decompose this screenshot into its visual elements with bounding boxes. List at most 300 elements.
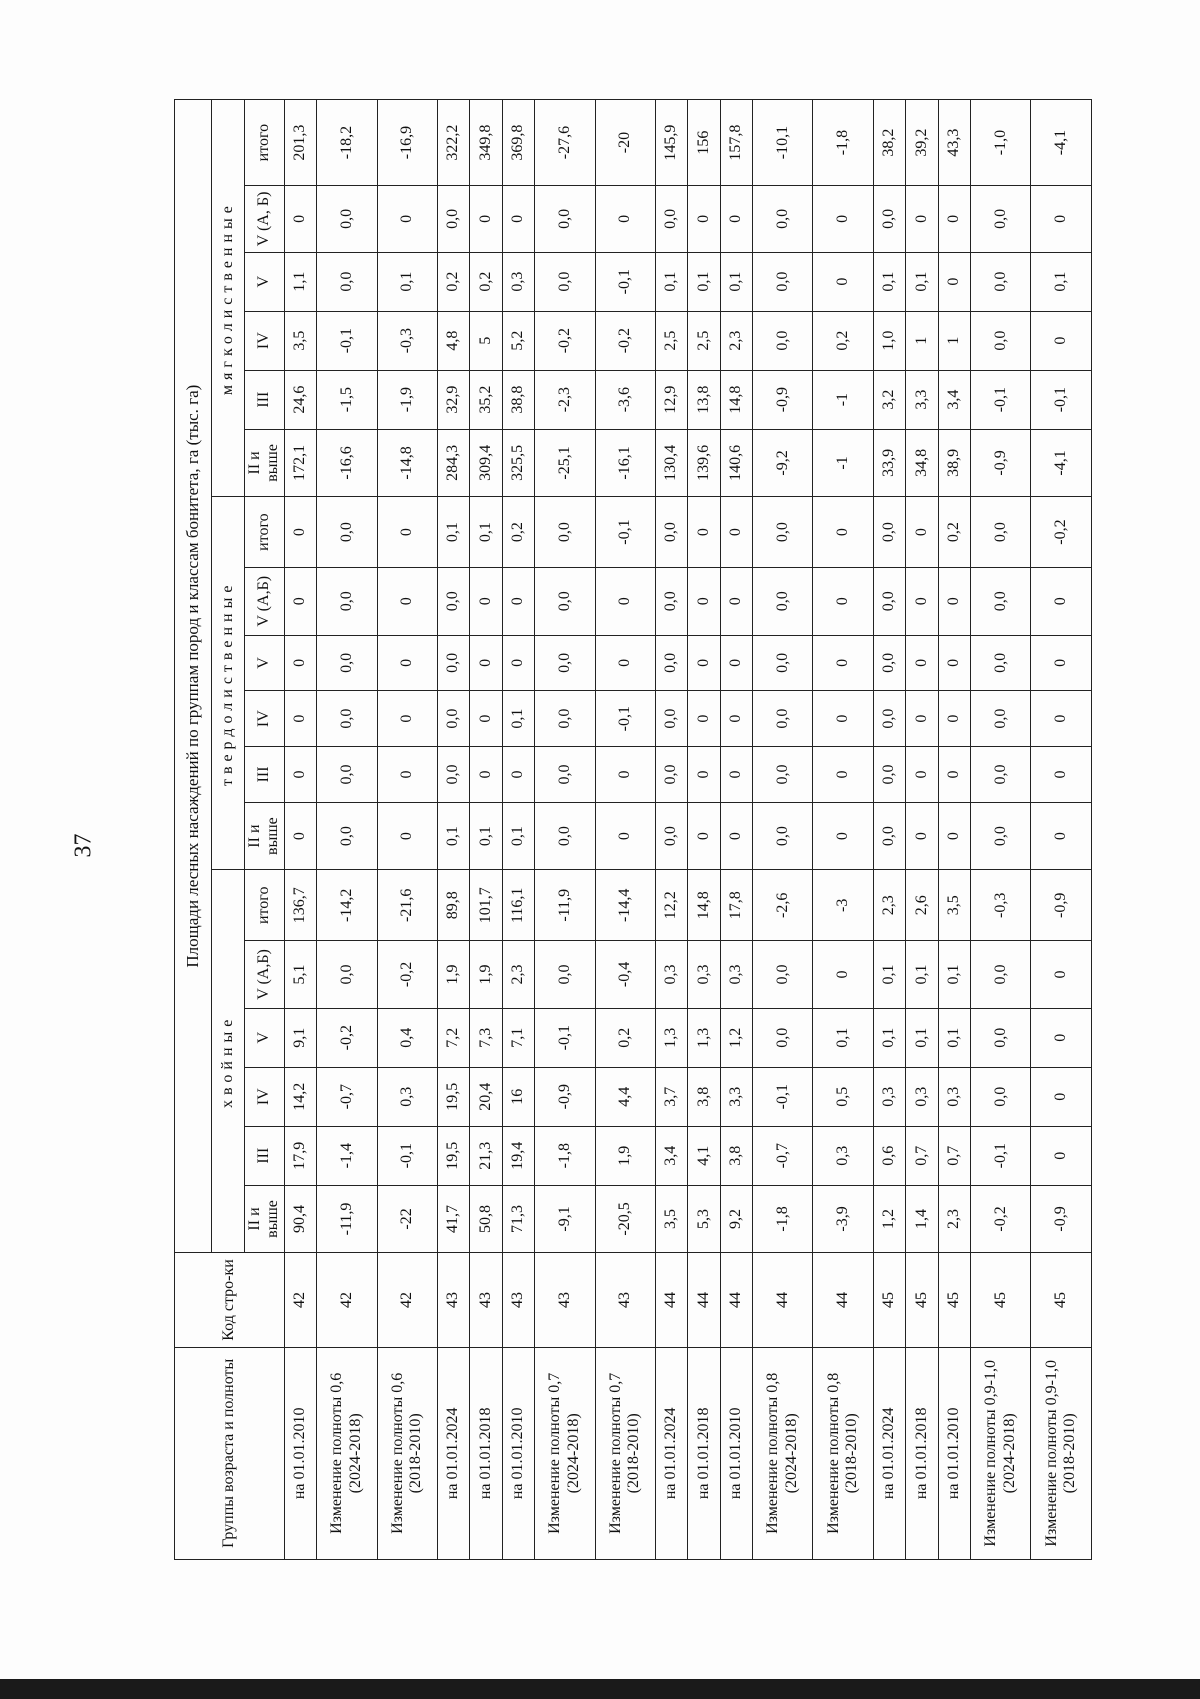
table-cell: 0,0	[753, 747, 813, 803]
subheader-cell: II и выше	[245, 802, 285, 870]
table-row	[535, 100, 595, 1560]
table-cell: 1,9	[595, 1126, 655, 1185]
table-cell: -10,1	[753, 100, 813, 186]
table-row	[317, 100, 377, 1560]
table-cell: -9,2	[753, 429, 813, 497]
table-cell: 0	[688, 567, 720, 635]
table-cell: 0,6	[873, 1126, 905, 1185]
subheader-cell: II и выше	[245, 429, 285, 497]
subheader-cell: V	[245, 252, 285, 311]
table-cell: 0	[813, 747, 873, 803]
table-cell: 1,4	[906, 1185, 938, 1253]
table-cell: 0	[470, 747, 502, 803]
table-cell: 0,0	[437, 635, 469, 691]
table-cell: 0,0	[437, 186, 469, 253]
table-cell: 0	[284, 186, 316, 253]
subheader-cell: III	[245, 747, 285, 803]
table-cell: 32,9	[437, 370, 469, 429]
row-code: 42	[317, 1253, 377, 1347]
table-cell: 0,0	[753, 311, 813, 370]
table-row	[1031, 100, 1092, 1560]
table-cell: 1,9	[437, 941, 469, 1009]
table-cell: 0	[284, 802, 316, 870]
row-code: 44	[753, 1253, 813, 1347]
table-cell: -0,1	[753, 1067, 813, 1126]
table-cell: 0	[688, 186, 720, 253]
table-cell: 0	[377, 802, 437, 870]
row-label: на 01.01.2010	[720, 1347, 752, 1559]
table-cell: 4,8	[437, 311, 469, 370]
table-cell: 0	[688, 802, 720, 870]
table-cell: -0,1	[1031, 370, 1092, 429]
table-cell: 0	[595, 567, 655, 635]
table-cell: 0	[284, 747, 316, 803]
table-cell: -0,4	[595, 941, 655, 1009]
table-cell: 0	[938, 747, 970, 803]
table-cell: 21,3	[470, 1126, 502, 1185]
table-cell: 0	[502, 186, 534, 253]
row-label: на 01.01.2018	[688, 1347, 720, 1559]
subheader-cell: II и выше	[245, 1185, 285, 1253]
row-label: Изменение полноты 0,9-1,0 (2018-2010)	[1031, 1347, 1092, 1559]
table-cell: 0	[284, 691, 316, 747]
table-cell: -0,9	[535, 1067, 595, 1126]
table-cell: 0	[720, 635, 752, 691]
table-cell: 5,2	[502, 311, 534, 370]
row-code: 44	[688, 1253, 720, 1347]
table-cell: -20	[595, 100, 655, 186]
table-cell: 0	[938, 802, 970, 870]
table-row	[873, 100, 905, 1560]
table-cell: 4,4	[595, 1067, 655, 1126]
table-cell: 0,0	[971, 802, 1031, 870]
table-cell: 0,1	[437, 802, 469, 870]
table-cell: 136,7	[284, 870, 316, 941]
table-cell: 0,3	[813, 1126, 873, 1185]
table-cell: 0,0	[971, 1067, 1031, 1126]
table-cell: 0,0	[971, 252, 1031, 311]
table-cell: 12,9	[655, 370, 687, 429]
table-cell: 0,0	[317, 635, 377, 691]
table-cell: 0	[1031, 186, 1092, 253]
table-cell: 0	[813, 186, 873, 253]
table-cell: -0,2	[595, 311, 655, 370]
table-cell: -11,9	[535, 870, 595, 941]
table-cell: 0,7	[906, 1126, 938, 1185]
table-cell: 0	[1031, 1008, 1092, 1067]
table-cell: 43,3	[938, 100, 970, 186]
table-cell: 0,0	[753, 1008, 813, 1067]
table-cell: 0,0	[873, 635, 905, 691]
table-cell: 38,2	[873, 100, 905, 186]
table-cell: -0,2	[535, 311, 595, 370]
table-cell: -0,9	[1031, 1185, 1092, 1253]
row-code: 45	[1031, 1253, 1092, 1347]
subheader-cell: III	[245, 370, 285, 429]
table-cell: 0,0	[753, 691, 813, 747]
table-cell: 0	[813, 497, 873, 568]
subheader-cell: V (А, Б)	[245, 186, 285, 253]
table-cell: 0,1	[502, 802, 534, 870]
table-cell: 0	[595, 747, 655, 803]
table-cell: -16,9	[377, 100, 437, 186]
table-cell: 3,5	[284, 311, 316, 370]
table-cell: 0	[1031, 1126, 1092, 1185]
row-label: на 01.01.2024	[873, 1347, 905, 1559]
table-cell: 0,0	[753, 497, 813, 568]
table-cell: 0	[813, 802, 873, 870]
table-cell: 0,0	[535, 802, 595, 870]
table-cell: -3,9	[813, 1185, 873, 1253]
table-cell: 0,0	[873, 747, 905, 803]
row-code: 43	[535, 1253, 595, 1347]
table-cell: -0,2	[971, 1185, 1031, 1253]
table-cell: 71,3	[502, 1185, 534, 1253]
table-cell: 2,3	[720, 311, 752, 370]
table-row	[720, 100, 752, 1560]
subheader-cell: V	[245, 635, 285, 691]
table-cell: 9,1	[284, 1008, 316, 1067]
table-cell: 0,0	[317, 802, 377, 870]
table-cell: 0,0	[535, 941, 595, 1009]
table-row	[688, 100, 720, 1560]
table-cell: 0	[938, 635, 970, 691]
table-cell: -4,1	[1031, 100, 1092, 186]
table-cell: 2,3	[938, 1185, 970, 1253]
table-cell: 0,1	[377, 252, 437, 311]
table-cell: 0,1	[437, 497, 469, 568]
table-cell: 0	[720, 747, 752, 803]
table-cell: 5	[470, 311, 502, 370]
table-cell: 0	[906, 802, 938, 870]
table-cell: 0,0	[971, 1008, 1031, 1067]
subheader-cell: IV	[245, 311, 285, 370]
table-cell: 0,0	[317, 691, 377, 747]
row-label: Изменение полноты 0,7 (2018-2010)	[595, 1347, 655, 1559]
table-cell: 0	[688, 747, 720, 803]
table-cell: 38,9	[938, 429, 970, 497]
table-cell: 0	[377, 635, 437, 691]
table-cell: 0,2	[437, 252, 469, 311]
row-code: 42	[284, 1253, 316, 1347]
table-cell: 0	[284, 567, 316, 635]
table-cell: 0,1	[655, 252, 687, 311]
table-cell: 0,0	[535, 635, 595, 691]
table-cell: 0,0	[655, 635, 687, 691]
table-cell: 0,1	[470, 802, 502, 870]
table-cell: 0,0	[873, 802, 905, 870]
table-row	[502, 100, 534, 1560]
table-cell: 0	[720, 802, 752, 870]
table-cell: 0,3	[906, 1067, 938, 1126]
table-cell: 0,0	[753, 802, 813, 870]
table-cell: 0,0	[971, 941, 1031, 1009]
table-cell: 0,2	[470, 252, 502, 311]
table-cell: 0,0	[535, 567, 595, 635]
subheader-cell: V (А,Б)	[245, 567, 285, 635]
table-row	[377, 100, 437, 1560]
table-cell: 145,9	[655, 100, 687, 186]
table-cell: 0	[906, 691, 938, 747]
table-cell: 34,8	[906, 429, 938, 497]
table-cell: -0,9	[1031, 870, 1092, 941]
table-cell: 0	[502, 567, 534, 635]
table-cell: 3,5	[938, 870, 970, 941]
row-code: 44	[720, 1253, 752, 1347]
table-cell: 9,2	[720, 1185, 752, 1253]
row-code: 43	[502, 1253, 534, 1347]
table-cell: 0,0	[317, 252, 377, 311]
table-cell: 0	[1031, 567, 1092, 635]
table-cell: 0	[595, 635, 655, 691]
table-row	[971, 100, 1031, 1560]
table-cell: 0	[720, 497, 752, 568]
row-code: 42	[377, 1253, 437, 1347]
table-cell: 0,2	[595, 1008, 655, 1067]
table-cell: 0,1	[873, 1008, 905, 1067]
table-cell: 0,0	[753, 635, 813, 691]
table-row	[813, 100, 873, 1560]
table-cell: 3,8	[688, 1067, 720, 1126]
table-cell: 0	[1031, 941, 1092, 1009]
table-cell: 139,6	[688, 429, 720, 497]
table-cell: 0	[1031, 635, 1092, 691]
table-cell: 0	[1031, 311, 1092, 370]
table-cell: 19,4	[502, 1126, 534, 1185]
table-cell: 0,0	[655, 186, 687, 253]
row-code: 44	[655, 1253, 687, 1347]
table-cell: 0,0	[971, 691, 1031, 747]
table-cell: 14,2	[284, 1067, 316, 1126]
table-cell: -20,5	[595, 1185, 655, 1253]
table-cell: -3	[813, 870, 873, 941]
table-cell: 0	[906, 497, 938, 568]
row-label: на 01.01.2010	[502, 1347, 534, 1559]
table-cell: 1	[938, 311, 970, 370]
table-title: Площади лесных насаждений по группам пород и классам бонитета, га (тыс. га)	[175, 100, 212, 1253]
row-label: Изменение полноты 0,6 (2018-2010)	[377, 1347, 437, 1559]
table-cell: 0	[595, 802, 655, 870]
table-cell: 12,2	[655, 870, 687, 941]
subheader-cell: V (А,Б)	[245, 941, 285, 1009]
table-cell: -0,2	[377, 941, 437, 1009]
table-cell: 0,0	[437, 747, 469, 803]
table-cell: 24,6	[284, 370, 316, 429]
table-cell: 0	[813, 691, 873, 747]
table-cell: 0,0	[753, 567, 813, 635]
table-cell: 0	[813, 567, 873, 635]
table-cell: 0,3	[873, 1067, 905, 1126]
table-cell: -21,6	[377, 870, 437, 941]
table-cell: 0	[595, 186, 655, 253]
row-code: 45	[938, 1253, 970, 1347]
table-cell: 0,0	[317, 941, 377, 1009]
row-label: на 01.01.2018	[906, 1347, 938, 1559]
table-cell: -27,6	[535, 100, 595, 186]
table-cell: -1,9	[377, 370, 437, 429]
table-cell: 0	[938, 186, 970, 253]
row-code: 45	[971, 1253, 1031, 1347]
table-cell: 19,5	[437, 1067, 469, 1126]
table-wrapper	[174, 99, 1092, 1560]
row-code: 43	[595, 1253, 655, 1347]
table-cell: 0,0	[753, 941, 813, 1009]
table-cell: 284,3	[437, 429, 469, 497]
table-row	[655, 100, 687, 1560]
table-cell: 0	[377, 567, 437, 635]
table-cell: -2,6	[753, 870, 813, 941]
scan-edge-bar	[0, 1679, 1200, 1699]
table-row	[938, 100, 970, 1560]
table-cell: 16	[502, 1067, 534, 1126]
table-cell: 0	[720, 691, 752, 747]
table-cell: 89,8	[437, 870, 469, 941]
table-cell: 0	[470, 567, 502, 635]
table-cell: 0,0	[437, 691, 469, 747]
table-cell: 0,0	[753, 252, 813, 311]
table-cell: 0	[813, 252, 873, 311]
table-cell: 0	[906, 635, 938, 691]
row-label: на 01.01.2024	[655, 1347, 687, 1559]
table-header	[175, 100, 285, 1560]
table-body	[284, 100, 1091, 1560]
table-cell: 0,7	[938, 1126, 970, 1185]
table-cell: -1,8	[813, 100, 873, 186]
row-code: 45	[906, 1253, 938, 1347]
table-cell: -3,6	[595, 370, 655, 429]
table-cell: 0	[720, 186, 752, 253]
table-cell: 0	[470, 635, 502, 691]
forest-area-table	[174, 99, 1092, 1560]
table-cell: 0,0	[873, 497, 905, 568]
table-cell: 157,8	[720, 100, 752, 186]
table-cell: 14,8	[720, 370, 752, 429]
table-cell: 0	[377, 747, 437, 803]
group-hardwoods: твердолиственные	[212, 497, 245, 870]
table-cell: 0,1	[873, 252, 905, 311]
row-label: Изменение полноты 0,6 (2024-2018)	[317, 1347, 377, 1559]
table-cell: 0,1	[938, 1008, 970, 1067]
table-cell: -0,3	[971, 870, 1031, 941]
table-cell: 101,7	[470, 870, 502, 941]
table-cell: 7,1	[502, 1008, 534, 1067]
header-row-code: Код стро-ки	[175, 1253, 285, 1347]
row-code: 44	[813, 1253, 873, 1347]
table-cell: 0,0	[655, 802, 687, 870]
table-cell: 0,0	[873, 186, 905, 253]
table-cell: 1,3	[688, 1008, 720, 1067]
table-cell: 1,2	[720, 1008, 752, 1067]
table-cell: 0,3	[502, 252, 534, 311]
table-cell: 0,1	[906, 941, 938, 1009]
table-cell: 0	[470, 691, 502, 747]
table-cell: -22	[377, 1185, 437, 1253]
table-cell: 0,0	[655, 691, 687, 747]
table-cell: 0,0	[655, 567, 687, 635]
table-cell: 4,1	[688, 1126, 720, 1185]
table-cell: -0,2	[317, 1008, 377, 1067]
table-cell: 0	[906, 186, 938, 253]
table-cell: 0	[502, 747, 534, 803]
table-cell: 325,5	[502, 429, 534, 497]
table-cell: 20,4	[470, 1067, 502, 1126]
subheader-cell: итого	[245, 497, 285, 568]
table-cell: 0	[688, 635, 720, 691]
table-cell: 0,0	[535, 252, 595, 311]
table-cell: -0,1	[535, 1008, 595, 1067]
table-cell: 1,0	[873, 311, 905, 370]
group-conifers: хвойные	[212, 870, 245, 1253]
table-cell: 3,4	[938, 370, 970, 429]
table-cell: -0,7	[753, 1126, 813, 1185]
table-cell: 0	[938, 691, 970, 747]
table-cell: 0	[813, 941, 873, 1009]
table-cell: 14,8	[688, 870, 720, 941]
table-cell: 2,3	[502, 941, 534, 1009]
table-cell: 19,5	[437, 1126, 469, 1185]
row-label: на 01.01.2018	[470, 1347, 502, 1559]
table-cell: 0,0	[753, 186, 813, 253]
table-cell: 0	[377, 497, 437, 568]
table-cell: -0,1	[595, 691, 655, 747]
table-cell: -1	[813, 429, 873, 497]
table-cell: 0,3	[938, 1067, 970, 1126]
table-cell: 0,0	[971, 567, 1031, 635]
table-cell: 0,1	[720, 252, 752, 311]
table-cell: 349,8	[470, 100, 502, 186]
table-cell: 0,0	[535, 747, 595, 803]
row-label: на 01.01.2024	[437, 1347, 469, 1559]
row-label: Изменение полноты 0,8 (2018-2010)	[813, 1347, 873, 1559]
table-cell: 1,2	[873, 1185, 905, 1253]
row-label: Изменение полноты 0,8 (2024-2018)	[753, 1347, 813, 1559]
table-cell: 0	[688, 691, 720, 747]
table-cell: -0,1	[595, 252, 655, 311]
table-cell: 17,8	[720, 870, 752, 941]
table-cell: 5,3	[688, 1185, 720, 1253]
row-label: Изменение полноты 0,7 (2024-2018)	[535, 1347, 595, 1559]
table-cell: 0	[470, 186, 502, 253]
table-cell: 0	[688, 497, 720, 568]
table-cell: 2,5	[688, 311, 720, 370]
table-cell: 0,2	[813, 311, 873, 370]
table-cell: 38,8	[502, 370, 534, 429]
table-cell: -1	[813, 370, 873, 429]
table-cell: 3,3	[906, 370, 938, 429]
table-cell: 13,8	[688, 370, 720, 429]
table-cell: 7,2	[437, 1008, 469, 1067]
table-cell: -16,6	[317, 429, 377, 497]
table-cell: -0,3	[377, 311, 437, 370]
table-row	[595, 100, 655, 1560]
row-code: 45	[873, 1253, 905, 1347]
table-cell: 0,0	[971, 747, 1031, 803]
table-cell: 0,0	[873, 567, 905, 635]
table-cell: 0	[906, 567, 938, 635]
table-cell: 0,1	[906, 1008, 938, 1067]
table-cell: -14,8	[377, 429, 437, 497]
table-cell: -14,4	[595, 870, 655, 941]
table-cell: 0,0	[437, 567, 469, 635]
page-number: 37	[70, 833, 97, 858]
table-cell: -25,1	[535, 429, 595, 497]
table-cell: 369,8	[502, 100, 534, 186]
table-cell: -18,2	[317, 100, 377, 186]
table-cell: 0,1	[813, 1008, 873, 1067]
table-cell: -0,7	[317, 1067, 377, 1126]
table-row	[906, 100, 938, 1560]
table-cell: 0	[1031, 802, 1092, 870]
